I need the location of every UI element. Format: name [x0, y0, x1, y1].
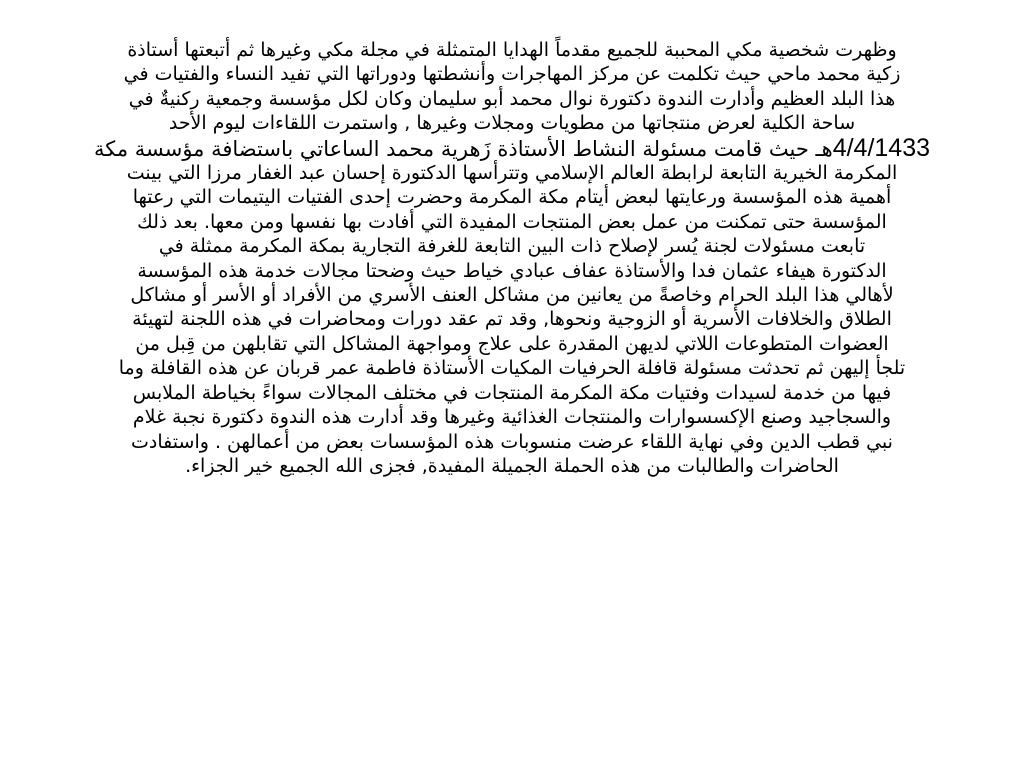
text-line: هذا البلد العظيم وأدارت الندوة دكتورة نوال محمد أبو سليمان وكان لكل مؤسسة وجمعية ركنيةٌ في	[128, 87, 896, 110]
text-line: تلجأ إليهن ثم تحدثت مسئولة قافلة الحرفيات المكيات الأستاذة فاطمة عمر قربان عن هذه القافلة وما	[118, 357, 906, 380]
hijri-date: 4/4/1433	[832, 133, 931, 162]
text-line-rest: هـ حيث قامت مسئولة النشاط الأستاذة زَهرية محمد الساعاتي باستضافة مؤسسة مكة	[93, 136, 833, 161]
text-line: زكية محمد ماحي حيث تكلمت عن مركز المهاجرات وأنشطتها ودوراتها التي تفيد النساء والفتيات في	[123, 63, 901, 86]
text-line: المكرمة الخيرية التابعة لرابطة العالم الإسلامي وتترأسها الدكتورة إحسان عبد الغفار مرزا التي بينت	[126, 162, 898, 185]
text-line: تابعت مسئولات لجنة يُسر لإصلاح ذات البين التابعة للغرفة التجارية بمكة المكرمة ممثلة في	[158, 235, 866, 258]
text-line: أهمية هذه المؤسسة ورعايتها لبعض أيتام مكة المكرمة وحضرت إحدى الفتيات اليتيمات التي رعتها	[132, 186, 892, 209]
text-line: فيها من خدمة لسيدات وفتيات مكة المكرمة المنتجات في مختلف المجالات سواءً بخياطة الملابس	[132, 381, 892, 404]
text-line: الدكتورة هيفاء عثمان فدا والأستاذة عفاف عبادي خياط حيث وضحتا مجالات خدمة هذه المؤسسة	[137, 259, 887, 282]
text-line: العضوات المتطوعات اللاتي لديهن المقدرة على علاج ومواجهة المشاكل التي تقابلهن من قِبل من	[135, 332, 889, 355]
text-line: نبي قطب الدين وفي نهاية اللقاء عرضت منسوبات هذه المؤسسات بعض من أعمالهن . واستفادت	[131, 430, 893, 453]
text-line-with-date	[90, 133, 934, 162]
text-line: وظهرت شخصية مكي المحببة للجميع مقدماً الهدايا المتمثلة في مجلة مكي وغيرها ثم أتبعتها أستاذة	[127, 39, 897, 61]
text-line: ساحة الكلية لعرض منتجاتها من مطويات ومجلات وغيرها , واستمرت اللقاءات ليوم الأحد	[168, 112, 856, 135]
text-line: والسجاجيد وصنع الإكسسوارات والمنتجات الغذائية وغيرها وقد أدارت هذه الندوة دكتورة نجبة غلام	[132, 406, 892, 429]
text-line: لأهالي هذا البلد الحرام وخاصةً من يعانين من مشاكل العنف الأسري من الأفراد أو الأسر أو مشاكل	[130, 284, 894, 307]
text-line: المؤسسة حتى تمكنت من عمل بعض المنتجات المفيدة التي أفادت بها نفسها ومن معها. بعد ذلك	[137, 210, 887, 233]
text-line: الطلاق والخلافات الأسرية أو الزوجية ونحوها, وقد تم عقد دورات ومحاضرات في هذه اللجنة لتهيئة	[132, 308, 892, 331]
text-line: الحاضرات والطالبات من هذه الحملة الجميلة المفيدة, فجزى الله الجميع خير الجزاء.	[185, 454, 839, 477]
article-body	[90, 38, 934, 478]
